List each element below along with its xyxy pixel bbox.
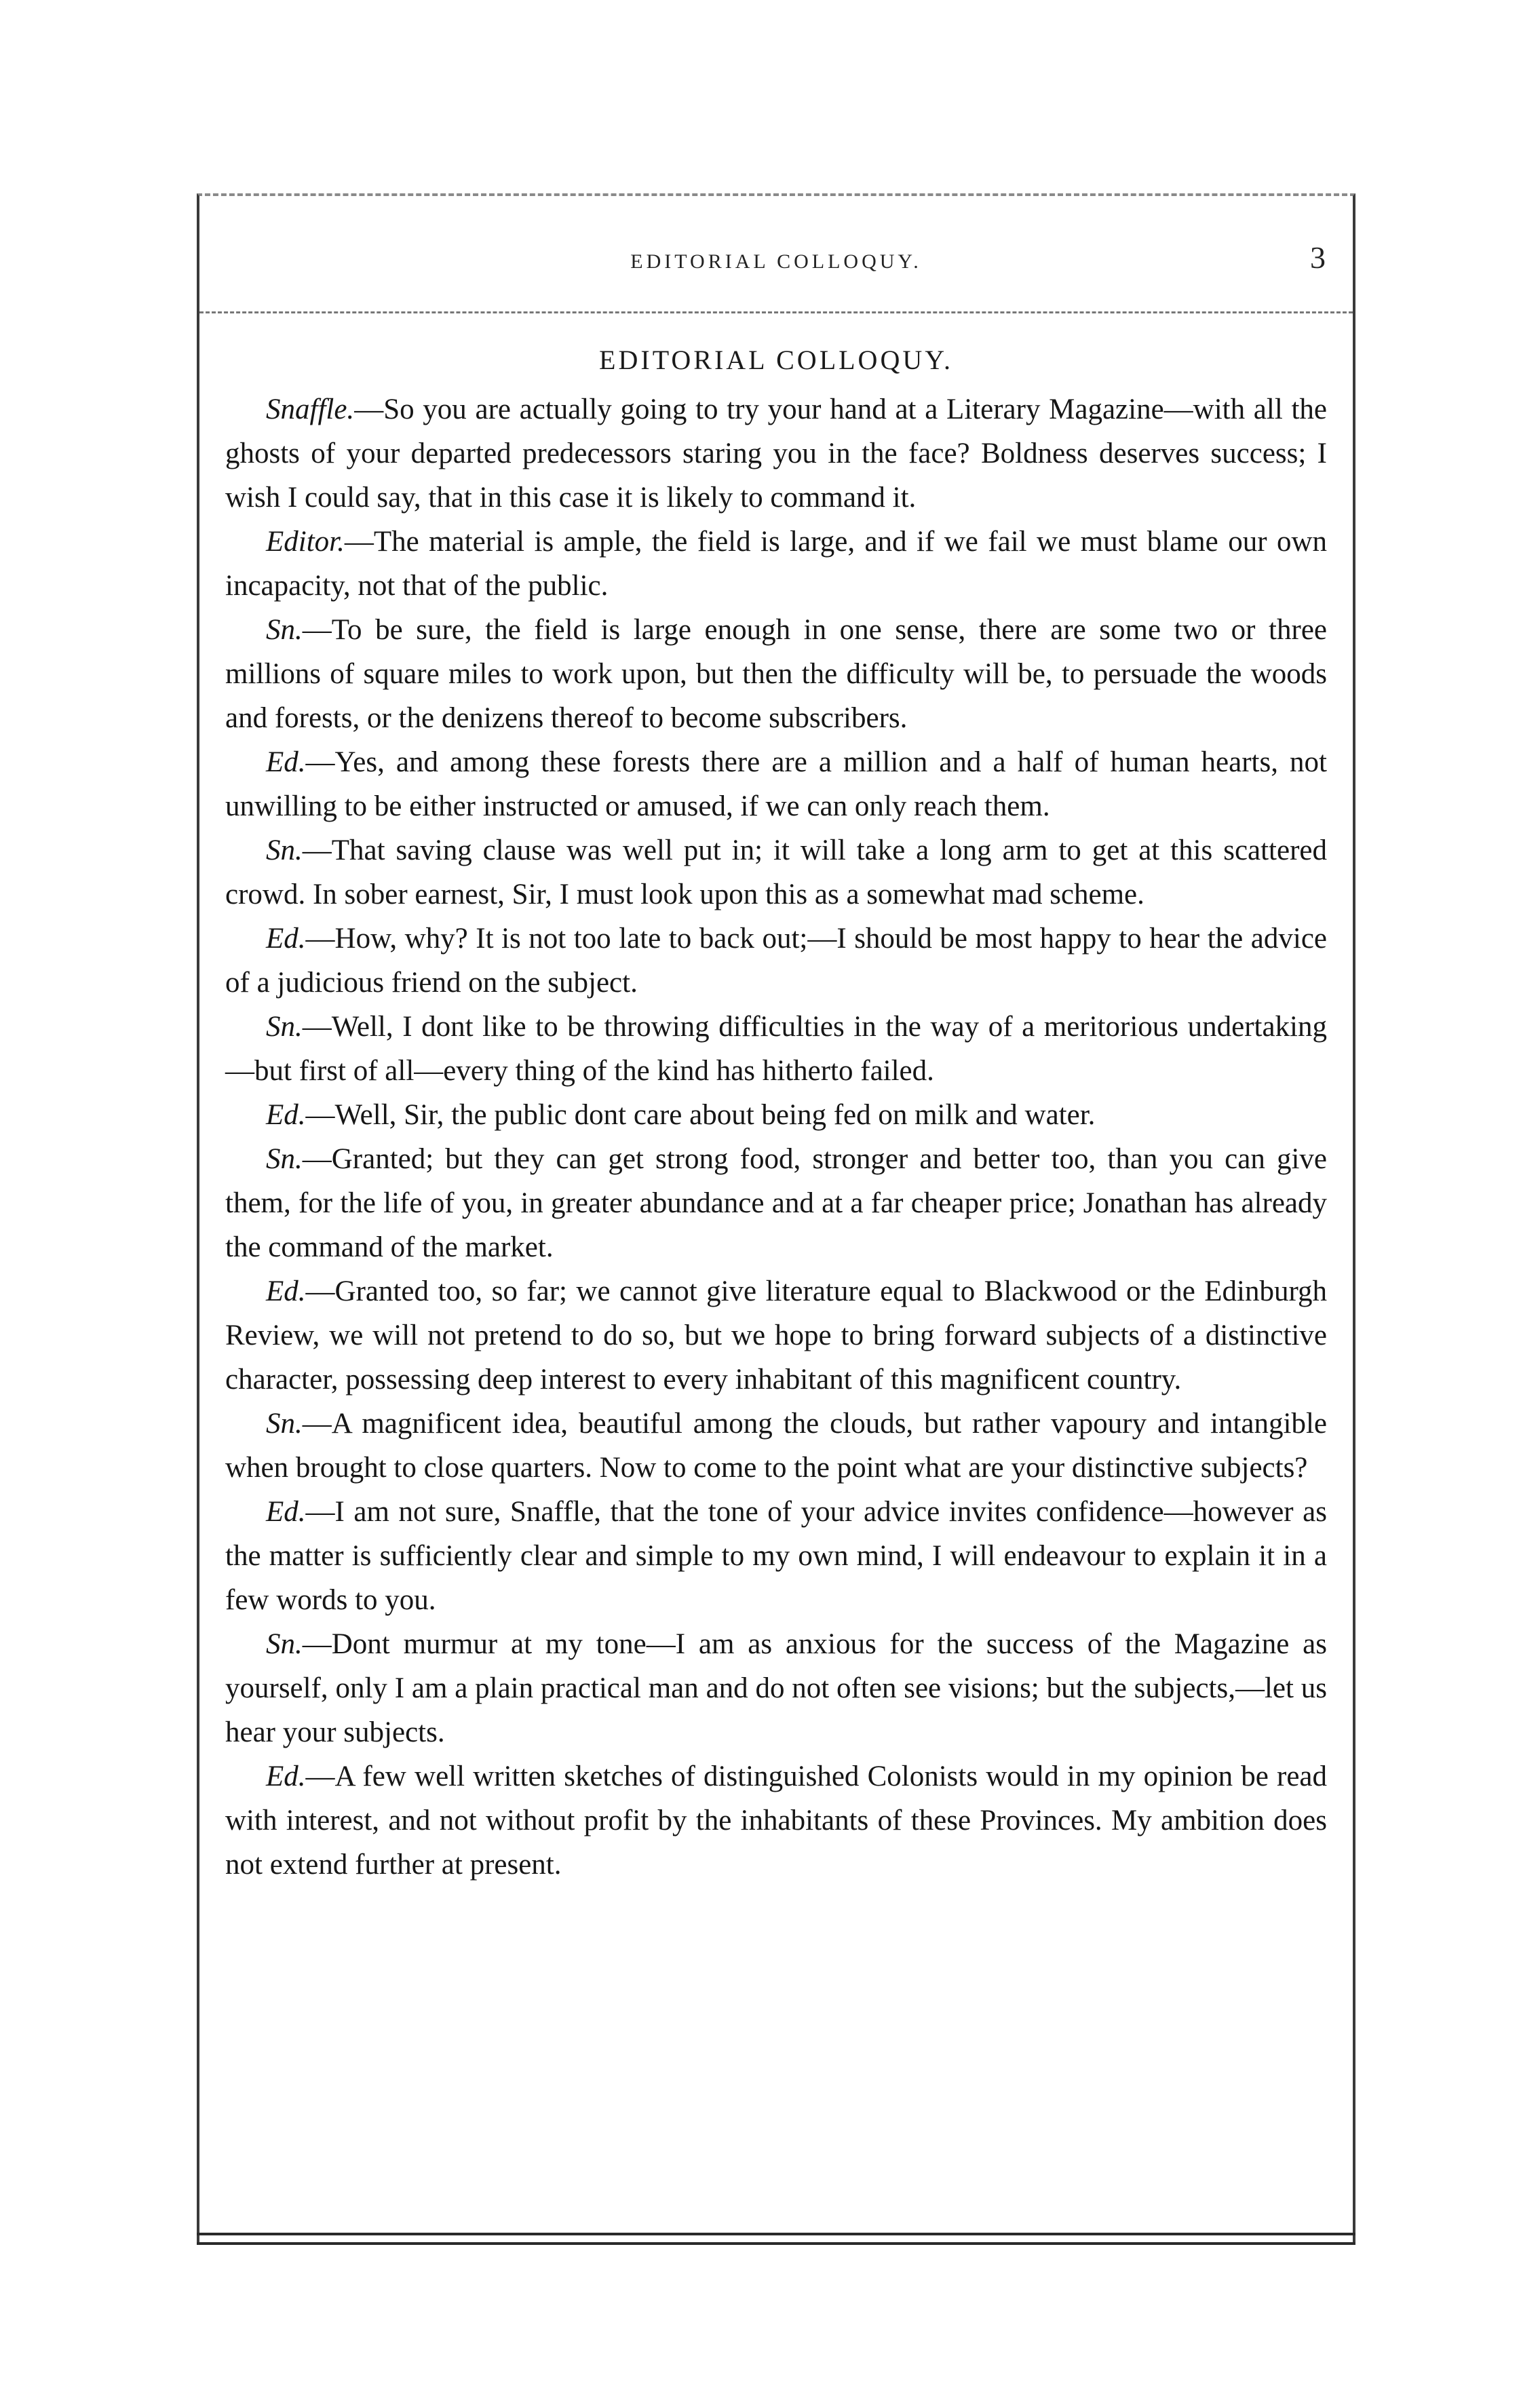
paragraph-text: —How, why? It is not too late to back out;—I should be most happy to hear the advice of a judicious friend on the subject. [225, 923, 1327, 999]
speaker-name: Sn. [266, 1408, 303, 1440]
dialogue-paragraph [225, 1137, 1327, 1269]
bottom-double-rule [197, 2233, 1355, 2245]
paragraph-text: —Granted too, so far; we cannot give literature equal to Blackwood or the Edinburgh Review, we will not pretend to do so, but we hope to bring forward subjects of a distinctive character, possessing deep interest to every inhabitant of this magnificent country. [225, 1275, 1327, 1396]
paragraph-text: —Yes, and among these forests there are a million and a half of human hearts, not unwilling to be either instructed or amused, if we can only reach them. [225, 746, 1327, 822]
dialogue-paragraph [225, 1005, 1327, 1093]
paragraph-text: —That saving clause was well put in; it will take a long arm to get at this scattered crowd. In sober earnest, Sir, I must look upon this as a somewhat mad scheme. [225, 834, 1327, 910]
speaker-name: Sn. [266, 1011, 303, 1043]
speaker-name: Sn. [266, 834, 303, 866]
dialogue-paragraph [225, 1269, 1327, 1402]
dialogue-paragraph [225, 828, 1327, 917]
dialogue-paragraph [225, 917, 1327, 1005]
paragraph-text: —A few well written sketches of distinguished Colonists would in my opinion be read with interest, and not without profit by the inhabitants of these Provinces. My ambition does not extend further at present. [225, 1761, 1327, 1881]
page-frame [197, 193, 1355, 2245]
paragraph-text: —To be sure, the field is large enough in one sense, there are some two or three millions of square miles to work upon, but then the difficulty will be, to persuade the woods and forests, or the denizens thereof to become subscribers. [225, 614, 1327, 734]
running-head: EDITORIAL COLLOQUY. [630, 250, 922, 273]
paragraph-text: —I am not sure, Snaffle, that the tone of your advice invites confidence—however as the matter is sufficiently clear and simple to my own mind, I will endeavour to explain it in a few words to you. [225, 1496, 1327, 1616]
paragraph-text: —Well, I dont like to be throwing difficulties in the way of a meritorious undertaking—but first of all—every thing of the kind has hitherto failed. [225, 1011, 1327, 1087]
dialogue-paragraph [225, 1754, 1327, 1887]
dialogue-paragraph [225, 608, 1327, 740]
speaker-name: Ed. [266, 1761, 306, 1792]
paragraph-text: —Dont murmur at my tone—I am as anxious for the success of the Magazine as yourself, only I am a plain practical man and do not often see visions; but the subjects,—let us hear your subjects. [225, 1628, 1327, 1748]
article-title: EDITORIAL COLLOQUY. [599, 345, 953, 375]
speaker-name: Snaffle. [266, 393, 355, 425]
page-number: 3 [1310, 240, 1326, 275]
paragraph-text: —Granted; but they can get strong food, stronger and better too, than you can give them, for the life of you, in greater abundance and at a far cheaper price; Jonathan has already the command of the market. [225, 1143, 1327, 1263]
paragraph-text: —A magnificent idea, beautiful among the clouds, but rather vapoury and intangible when brought to close quarters. Now to come to the point what are your distinctive subjects? [225, 1408, 1327, 1484]
speaker-name: Ed. [266, 1496, 306, 1528]
speaker-name: Editor. [266, 526, 345, 558]
speaker-name: Ed. [266, 746, 306, 778]
dialogue-paragraph [225, 520, 1327, 608]
dialogue-paragraph [225, 1622, 1327, 1754]
dialogue-paragraph [225, 387, 1327, 520]
dialogue-paragraph [225, 1093, 1327, 1137]
speaker-name: Sn. [266, 614, 303, 646]
speaker-name: Sn. [266, 1143, 303, 1175]
paragraph-text: —The material is ample, the field is large, and if we fail we must blame our own incapacity, not that of the public. [225, 526, 1327, 602]
speaker-name: Ed. [266, 923, 306, 955]
paragraph-text: —So you are actually going to try your hand at a Literary Magazine—with all the ghosts of your departed predecessors staring you in the face? Boldness deserves success; I wish I could say, that in this case it is likely to command it. [225, 393, 1327, 514]
dialogue-paragraph [225, 1490, 1327, 1622]
dialogue-body [225, 387, 1327, 1887]
dialogue-paragraph [225, 740, 1327, 828]
header-rule [199, 311, 1353, 313]
dialogue-paragraph [225, 1402, 1327, 1490]
speaker-name: Ed. [266, 1099, 306, 1131]
paragraph-text: —Well, Sir, the public dont care about being fed on milk and water. [305, 1099, 1096, 1131]
speaker-name: Sn. [266, 1628, 303, 1660]
speaker-name: Ed. [266, 1275, 306, 1307]
